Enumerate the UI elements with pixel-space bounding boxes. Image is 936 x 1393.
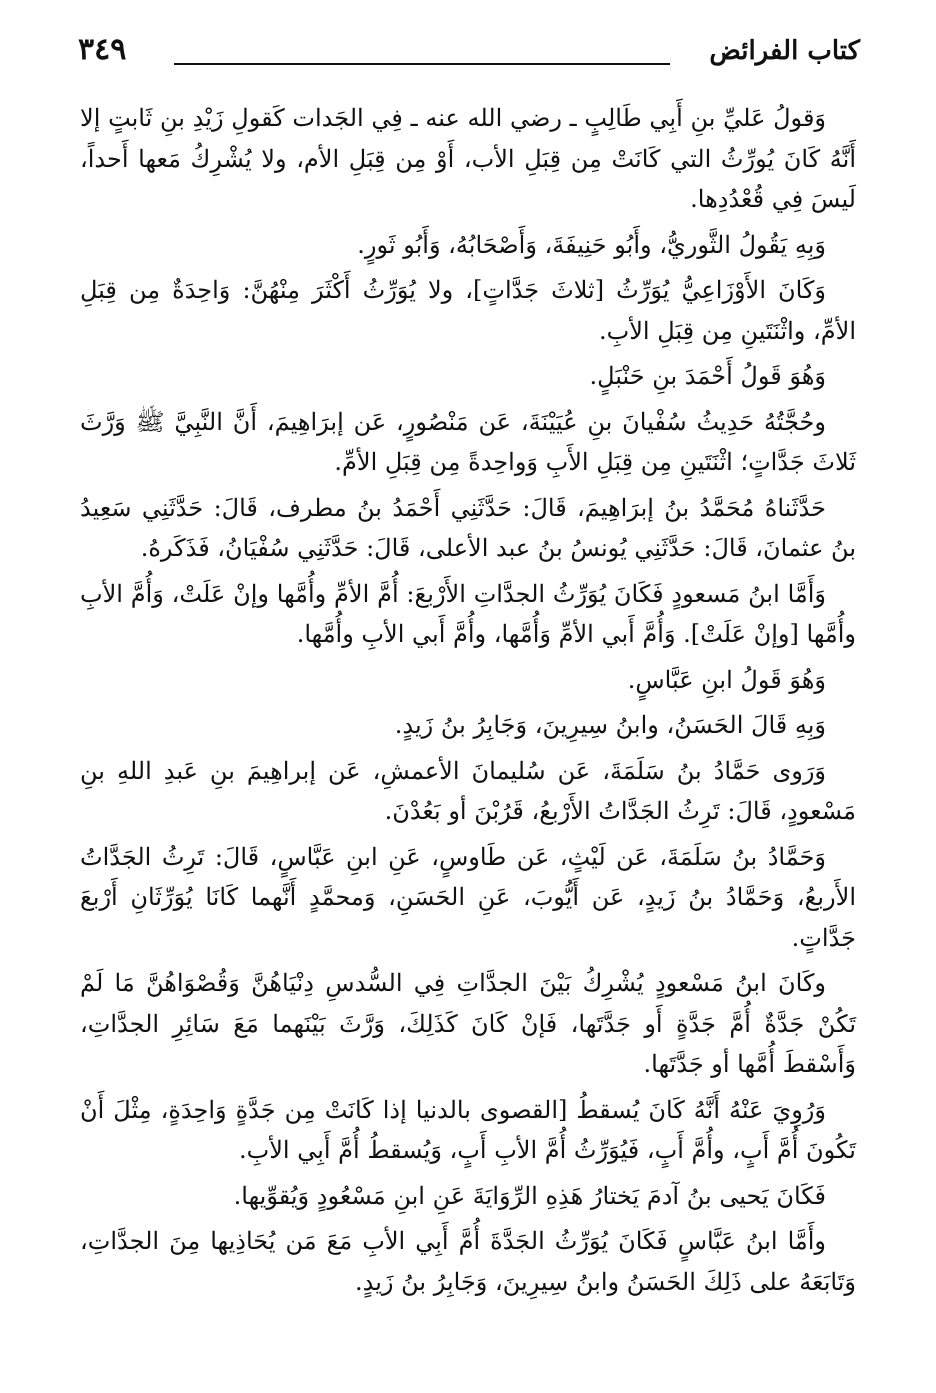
paragraph: وَحَمَّادُ بنُ سَلَمَةَ، عَن لَيْثٍ، عَن طَاوسٍ، عَنِ ابنِ عَبَّاسٍ، قَالَ: تَرِثُ الجَدَّاتُ الأَربعُ، وَحَمَّادُ بنُ زَيدٍ، عَن أَيُّوبَ، عَنِ الحَسَنِ، وَمحمَّدٍ أَنَّهما كَانَا يُوَرِّثَانِ أَرْبعَ جَدَّاتٍ. [80,842,856,952]
running-title: كتاب الفرائض [709,36,860,66]
header-rule [174,63,670,65]
body-text [80,98,856,1307]
paragraph: وَأَمَّا ابنُ مَسعودٍ فَكَانَ يُوَرِّثُ الجدَّاتِ الأَرْبعَ: أُمَّ الأمِّ وأُمَّها وإنْ عَلَتْ، وَأُمَّ الأبِ وأُمَّها [وإنْ عَلَتْ]. وَأُمَّ أَبي الأمِّ وَأُمَّها، وأُمَّ أَبي الأبِ وأُمَّها. [80,579,856,648]
paragraph: وَقولُ عَليِّ بنِ أَبِي طَالِبٍ ـ رضي الله عنه ـ فِي الجَدات كَقولِ زَيْدِ بنِ ثَابتٍ إلا أَنَّهُ كَانَ يُورِّثُ التي كَانَتْ مِن قِبَلِ الأب، أَوْ مِن قِبَلِ الأم، ولا يُشْرِكُ مَعها أَحداً، لَيسَ فِي قُعْدُدِها. [80,104,856,213]
paragraph: وَرُوِيَ عَنْهُ أَنَّهُ كَانَ يُسقطُ [القصوى بالدنيا إذا كَانَتْ مِن جَدَّةٍ وَاحِدَةٍ، مِثْلَ أَنْ تَكُونَ أُمَّ أَبٍ، وأُمَّ أَبٍ، فَيُوَرِّثُ أُمَّ الأبِ أَبٍ، وَيُسقطُ أُمَّ أَبِي الأبِ. [80,1095,856,1164]
paragraph: وَهُوَ قَولُ ابنِ عَبَّاسٍ. [627,665,826,694]
page-number: ٣٤٩ [78,32,127,67]
paragraph: وَبِهِ يَقُولُ الثَّوريُّ، وأَبُو حَنِيفَةَ، وَأَصْحَابُهُ، وَأَبُو ثَورٍ. [357,230,826,259]
paragraph: وَبِهِ قَالَ الحَسَنُ، وابنُ سِيرِينَ، وَجَابِرُ بنُ زَيدٍ. [394,711,826,739]
paragraph: وكَانَ ابنُ مَسْعودٍ يُشْرِكُ بَيْنَ الجدَّاتِ فِي السُّدسِ دِنْيَاهُنَّ وَقُصْوَاهُنَّ مَا لَمْ تَكُنْ جَدَّةٌ أُمَّ جَدَّةٍ أَو جَدَّتَها، فَإنْ كَانَ كَذَلِكَ، وَرَّثَ بَيْنَهما مَعَ سَائِرِ الجدَّاتِ، وَأَسْقطَ أُمَّها أو جَدَّتَها. [80,969,857,1078]
paragraph: وَكَانَ الأَوْزَاعِيُّ يُوَرِّثُ [ثلاثَ جَدَّاتٍ]، ولا يُوَرِّثُ أَكْثَرَ مِنْهُنَّ: وَاحِدَةٌ مِن قِبَلِ الأمِّ، واثْنَتَينِ مِن قِبَلِ الأبِ. [80,276,856,345]
paragraph: فَكَانَ يَحيى بنُ آدمَ يَختارُ هَذِهِ الرِّوَايَةَ عَنِ ابنِ مَسْعُودٍ وَيُقوِّيها. [233,1181,826,1210]
paragraph: وَهُوَ قَولُ أَحْمَدَ بنِ حَنْبَلٍ. [589,362,826,390]
page-header [78,30,860,76]
paragraph: وأَمَّا ابنُ عَبَّاسٍ فَكَانَ يُوَرِّثُ الجَدَّةَ أُمَّ أَبِي الأبِ مَعَ مَن يُحَاذِيها مِنَ الجدَّاتِ، وَتَابَعَهُ على ذَلِكَ الحَسَنُ وابنُ سِيرِينَ، وَجَابِرُ بنُ زَيدٍ. [80,1227,856,1296]
paragraph: حَدَّثَناهُ مُحَمَّدُ بنُ إبرَاهِيمَ، قَالَ: حَدَّثَنِي أَحْمَدُ بنُ مطرف، قَالَ: حَدَّثَنِي سَعِيدُ بنُ عثمانَ، قَالَ: حَدَّثَنِي يُونسُ بنُ عبد الأعلى، قَالَ: حَدَّثَنِي سُفْيَانُ، فَذَكَرهُ. [80,493,856,562]
paragraph: وَرَوى حَمَّادُ بنُ سَلَمَةَ، عَن سُليمانَ الأعمشِ، عَن إبراهِيمَ بنِ عَبدِ اللهِ بنِ مَسْعودٍ، قَالَ: تَرِثُ الجَدَّاتُ الأَرْبعُ، قَرُبْنَ أو بَعُدْنَ. [80,756,856,825]
paragraph: وحُجَّتُهُ حَدِيثُ سُفْيانَ بنِ عُيَيْنَةَ، عَن مَنْصُورٍ، عَن إبرَاهِيمَ، أَنَّ النَّبِيَّ ﷺ وَرَّثَ ثَلاثَ جَدَّاتٍ؛ اثْنَتَينِ مِن قِبَلِ الأَبِ وَواحِدةً مِن قِبَلِ الأمِّ. [80,407,856,476]
